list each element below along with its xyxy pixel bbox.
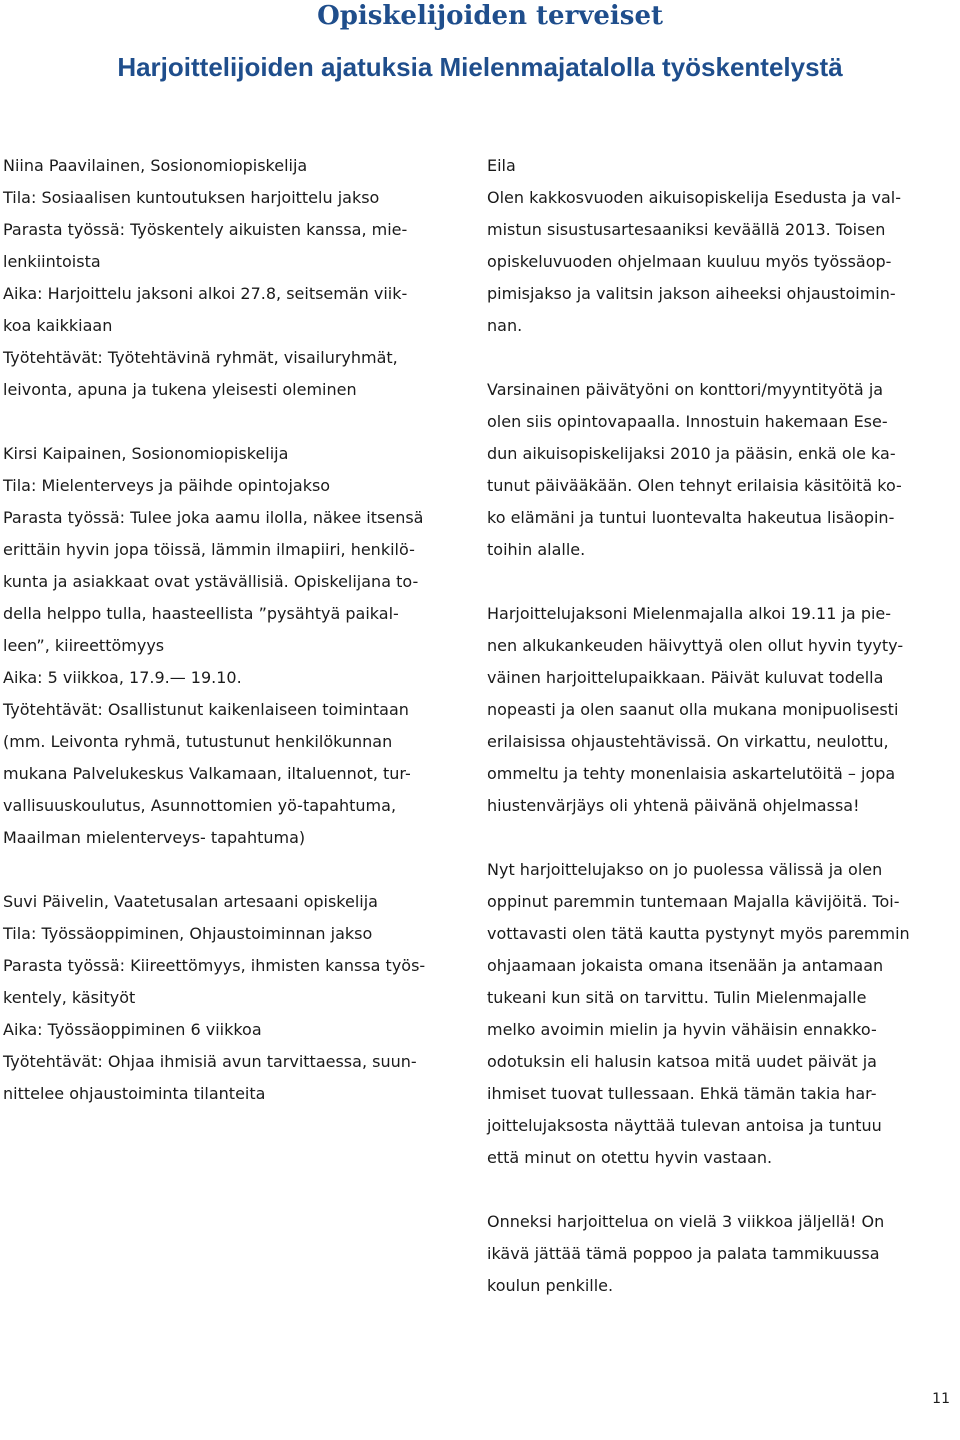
- text-line: vottavasti olen tätä kautta pystynyt myös paremmin: [487, 924, 910, 943]
- text-line: ommeltu ja tehty monenlaisia askartelutöitä – jopa: [487, 764, 896, 783]
- paragraph: [3, 150, 473, 406]
- paragraph: [487, 150, 947, 342]
- paragraph-gap: [487, 342, 947, 374]
- text-line: nittelee ohjaustoiminta tilanteita: [3, 1084, 266, 1103]
- text-line: Parasta työssä: Tulee joka aamu ilolla, näkee itsensä: [3, 508, 424, 527]
- text-line: (mm. Leivonta ryhmä, tutustunut henkilökunnan: [3, 732, 393, 751]
- text-line: tukeani kun sitä on tarvittu. Tulin Mielenmajalle: [487, 988, 867, 1007]
- text-line: Parasta työssä: Työskentely aikuisten kanssa, mie-: [3, 220, 408, 239]
- text-line: hiustenvärjäys oli yhtenä päivänä ohjelmassa!: [487, 796, 860, 815]
- text-line: että minut on otettu hyvin vastaan.: [487, 1148, 773, 1167]
- text-line: Kirsi Kaipainen, Sosionomiopiskelija: [3, 444, 289, 463]
- text-line: kentely, käsityöt: [3, 988, 136, 1007]
- text-line: melko avoimin mielin ja hyvin vähäisin ennakko-: [487, 1020, 877, 1039]
- text-line: mistun sisustusartesaaniksi keväällä 2013. Toisen: [487, 220, 886, 239]
- paragraph: [3, 886, 473, 1110]
- text-line: Aika: Harjoittelu jaksoni alkoi 27.8, seitsemän viik-: [3, 284, 408, 303]
- text-line: nen alkukankeuden häivyttyä olen ollut hyvin tyyty-: [487, 636, 904, 655]
- text-line: joittelujaksosta näyttää tulevan antoisa ja tuntuu: [487, 1116, 882, 1135]
- text-line: vallisuuskoulutus, Asunnottomien yö-tapahtuma,: [3, 796, 397, 815]
- text-line: Työtehtävät: Osallistunut kaikenlaiseen toimintaan: [3, 700, 409, 719]
- text-line: Tila: Sosiaalisen kuntoutuksen harjoittelu jakso: [3, 188, 380, 207]
- text-line: Onneksi harjoittelua on vielä 3 viikkoa jäljellä! On: [487, 1212, 885, 1231]
- page-title: Opiskelijoiden terveiset: [317, 1, 663, 31]
- text-line: opiskeluvuoden ohjelmaan kuuluu myös työssäop-: [487, 252, 892, 271]
- text-line: ikävä jättää tämä poppoo ja palata tammikuussa: [487, 1244, 880, 1263]
- right-column: [487, 150, 947, 1302]
- text-line: mukana Palvelukeskus Valkamaan, iltaluennot, tur-: [3, 764, 411, 783]
- text-line: koulun penkille.: [487, 1276, 614, 1295]
- text-line: Niina Paavilainen, Sosionomiopiskelija: [3, 156, 308, 175]
- text-line: koa kaikkiaan: [3, 316, 113, 335]
- paragraph: [487, 1206, 947, 1302]
- text-line: toihin alalle.: [487, 540, 586, 559]
- text-line: leen”, kiireettömyys: [3, 636, 165, 655]
- text-line: Tila: Mielenterveys ja päihde opintojakso: [3, 476, 331, 495]
- paragraph: [487, 598, 947, 822]
- text-line: Olen kakkosvuoden aikuisopiskelija Esedusta ja val-: [487, 188, 901, 207]
- paragraph-gap: [487, 1174, 947, 1206]
- text-line: Varsinainen päivätyöni on konttori/myyntityötä ja: [487, 380, 884, 399]
- text-line: väinen harjoittelupaikkaan. Päivät kuluvat todella: [487, 668, 884, 687]
- paragraph-gap: [3, 854, 473, 886]
- text-line: pimisjakso ja valitsin jakson aiheeksi ohjaustoimin-: [487, 284, 896, 303]
- text-line: ohjaamaan jokaista omana itsenään ja antamaan: [487, 956, 884, 975]
- text-line: nopeasti ja olen saanut olla mukana monipuolisesti: [487, 700, 899, 719]
- text-line: lenkiintoista: [3, 252, 101, 271]
- text-line: dun aikuisopiskelijaksi 2010 ja pääsin, enkä ole ka-: [487, 444, 896, 463]
- text-line: Nyt harjoittelujakso on jo puolessa välissä ja olen: [487, 860, 883, 879]
- page-number: 11: [932, 1391, 950, 1407]
- left-column: [3, 150, 473, 1110]
- paragraph: [487, 374, 947, 566]
- text-line: Maailman mielenterveys- tapahtuma): [3, 828, 306, 847]
- text-line: della helppo tulla, haasteellista ”pysähtyä paikal-: [3, 604, 399, 623]
- text-line: Eila: [487, 156, 516, 175]
- paragraph: [3, 438, 473, 854]
- text-line: Suvi Päivelin, Vaatetusalan artesaani opiskelija: [3, 892, 378, 911]
- paragraph-gap: [487, 566, 947, 598]
- text-line: leivonta, apuna ja tukena yleisesti oleminen: [3, 380, 357, 399]
- paragraph: [487, 854, 947, 1174]
- paragraph-gap: [3, 406, 473, 438]
- text-line: odotuksin eli halusin katsoa mitä uudet päivät ja: [487, 1052, 877, 1071]
- text-line: ihmiset tuovat tullessaan. Ehkä tämän takia har-: [487, 1084, 877, 1103]
- text-line: Työtehtävät: Työtehtävinä ryhmät, visailuryhmät,: [3, 348, 398, 367]
- paragraph-gap: [487, 822, 947, 854]
- text-line: kunta ja asiakkaat ovat ystävällisiä. Opiskelijana to-: [3, 572, 419, 591]
- text-line: Työtehtävät: Ohjaa ihmisiä avun tarvittaessa, suun-: [3, 1052, 417, 1071]
- text-line: Tila: Työssäoppiminen, Ohjaustoiminnan jakso: [3, 924, 373, 943]
- page-subtitle: Harjoittelijoiden ajatuksia Mielenmajatalolla työskentelystä: [117, 52, 843, 82]
- text-line: tunut päivääkään. Olen tehnyt erilaisia käsitöitä ko-: [487, 476, 902, 495]
- text-line: olen siis opintovapaalla. Innostuin hakemaan Ese-: [487, 412, 888, 431]
- text-line: Harjoittelujaksoni Mielenmajalla alkoi 19.11 ja pie-: [487, 604, 892, 623]
- text-line: ko elämäni ja tuntui luontevalta hakeutua lisäopin-: [487, 508, 895, 527]
- text-line: erittäin hyvin jopa töissä, lämmin ilmapiiri, henkilö-: [3, 540, 415, 559]
- text-line: erilaisissa ohjaustehtävissä. On virkattu, neulottu,: [487, 732, 889, 751]
- text-line: Aika: 5 viikkoa, 17.9.— 19.10.: [3, 668, 242, 687]
- text-line: Aika: Työssäoppiminen 6 viikkoa: [3, 1020, 262, 1039]
- text-line: Parasta työssä: Kiireettömyys, ihmisten kanssa työs-: [3, 956, 426, 975]
- text-line: nan.: [487, 316, 523, 335]
- text-line: oppinut paremmin tuntemaan Majalla kävijöitä. Toi-: [487, 892, 900, 911]
